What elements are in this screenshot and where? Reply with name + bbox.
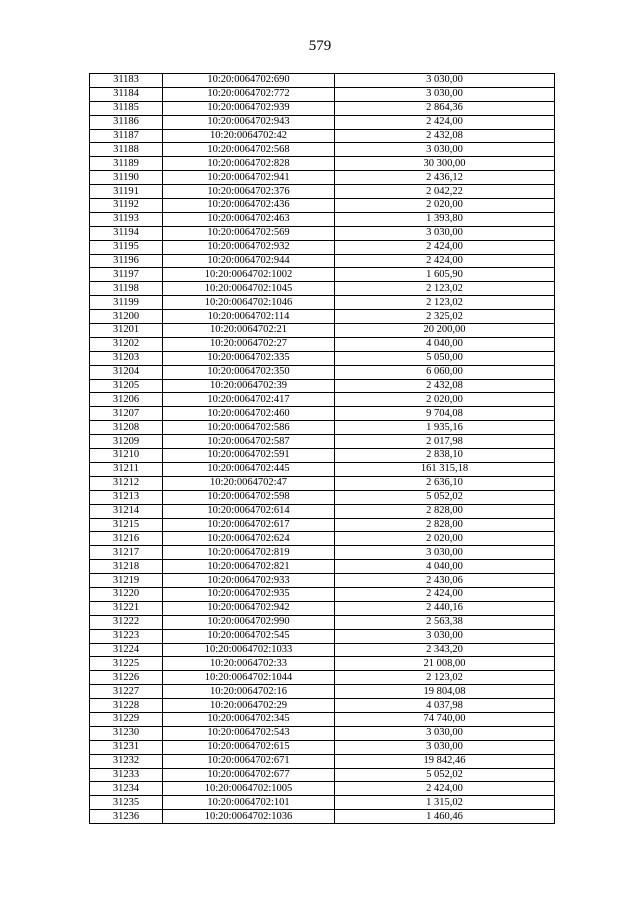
amount-cell: 9 704,08 [335,407,555,421]
cadastral-number-cell: 10:20:0064702:614 [163,504,335,518]
cadastral-number-cell: 10:20:0064702:624 [163,532,335,546]
amount-cell: 2 838,10 [335,449,555,463]
amount-cell: 2 123,02 [335,671,555,685]
row-number-cell: 31222 [90,615,163,629]
amount-cell: 2 325,02 [335,310,555,324]
amount-cell: 2 563,38 [335,615,555,629]
cadastral-number-cell: 10:20:0064702:345 [163,712,335,726]
row-number-cell: 31203 [90,351,163,365]
row-number-cell: 31206 [90,393,163,407]
cadastral-number-cell: 10:20:0064702:335 [163,351,335,365]
cadastral-number-cell: 10:20:0064702:445 [163,462,335,476]
table-row [90,407,555,421]
table-row [90,310,555,324]
table-row [90,629,555,643]
cadastral-number-cell: 10:20:0064702:935 [163,587,335,601]
row-number-cell: 31199 [90,296,163,310]
table-row [90,185,555,199]
page-number: 579 [308,38,332,54]
row-number-cell: 31230 [90,726,163,740]
table-row [90,435,555,449]
cadastral-number-cell: 10:20:0064702:941 [163,171,335,185]
cadastral-number-cell: 10:20:0064702:942 [163,601,335,615]
table-row [90,421,555,435]
cadastral-number-cell: 10:20:0064702:417 [163,393,335,407]
cadastral-number-cell: 10:20:0064702:1045 [163,282,335,296]
amount-cell: 2 424,00 [335,240,555,254]
row-number-cell: 31204 [90,365,163,379]
cadastral-number-cell: 10:20:0064702:545 [163,629,335,643]
cadastral-number-cell: 10:20:0064702:436 [163,199,335,213]
amount-cell: 1 393,80 [335,212,555,226]
row-number-cell: 31224 [90,643,163,657]
cadastral-number-cell: 10:20:0064702:943 [163,115,335,129]
table-row [90,254,555,268]
row-number-cell: 31218 [90,560,163,574]
row-number-cell: 31212 [90,476,163,490]
table-row [90,324,555,338]
table-row [90,87,555,101]
row-number-cell: 31186 [90,115,163,129]
cadastral-number-cell: 10:20:0064702:587 [163,435,335,449]
row-number-cell: 31215 [90,518,163,532]
amount-cell: 1 935,16 [335,421,555,435]
row-number-cell: 31187 [90,129,163,143]
row-number-cell: 31211 [90,462,163,476]
row-number-cell: 31197 [90,268,163,282]
table-row [90,740,555,754]
table-row [90,449,555,463]
table-row [90,74,555,88]
amount-cell: 3 030,00 [335,143,555,157]
row-number-cell: 31223 [90,629,163,643]
amount-cell: 2 432,08 [335,129,555,143]
cadastral-number-cell: 10:20:0064702:944 [163,254,335,268]
amount-cell: 4 040,00 [335,560,555,574]
row-number-cell: 31208 [90,421,163,435]
amount-cell: 161 315,18 [335,462,555,476]
row-number-cell: 31185 [90,101,163,115]
amount-cell: 2 123,02 [335,296,555,310]
cadastral-number-cell: 10:20:0064702:21 [163,324,335,338]
amount-cell: 2 424,00 [335,782,555,796]
table-row [90,171,555,185]
amount-cell: 2 828,00 [335,518,555,532]
amount-cell: 20 200,00 [335,324,555,338]
row-number-cell: 31232 [90,754,163,768]
cadastral-number-cell: 10:20:0064702:27 [163,337,335,351]
cadastral-number-cell: 10:20:0064702:939 [163,101,335,115]
row-number-cell: 31213 [90,490,163,504]
cadastral-number-cell: 10:20:0064702:350 [163,365,335,379]
table-row [90,712,555,726]
cadastral-number-cell: 10:20:0064702:1046 [163,296,335,310]
cadastral-number-cell: 10:20:0064702:16 [163,685,335,699]
amount-cell: 5 052,02 [335,490,555,504]
row-number-cell: 31209 [90,435,163,449]
cadastral-number-cell: 10:20:0064702:42 [163,129,335,143]
cadastral-number-cell: 10:20:0064702:568 [163,143,335,157]
amount-cell: 2 432,08 [335,379,555,393]
cadastral-number-cell: 10:20:0064702:1002 [163,268,335,282]
table-row [90,393,555,407]
amount-cell: 3 030,00 [335,546,555,560]
row-number-cell: 31226 [90,671,163,685]
registry-table-body [90,74,555,824]
row-number-cell: 31210 [90,449,163,463]
amount-cell: 2 436,12 [335,171,555,185]
amount-cell: 2 424,00 [335,115,555,129]
row-number-cell: 31233 [90,768,163,782]
cadastral-number-cell: 10:20:0064702:586 [163,421,335,435]
table-row [90,199,555,213]
amount-cell: 3 030,00 [335,226,555,240]
amount-cell: 2 020,00 [335,199,555,213]
table-row [90,657,555,671]
table-row [90,796,555,810]
row-number-cell: 31221 [90,601,163,615]
amount-cell: 2 424,00 [335,587,555,601]
row-number-cell: 31228 [90,699,163,713]
cadastral-number-cell: 10:20:0064702:1044 [163,671,335,685]
row-number-cell: 31227 [90,685,163,699]
amount-cell: 2 828,00 [335,504,555,518]
row-number-cell: 31225 [90,657,163,671]
cadastral-number-cell: 10:20:0064702:821 [163,560,335,574]
amount-cell: 6 060,00 [335,365,555,379]
cadastral-number-cell: 10:20:0064702:376 [163,185,335,199]
cadastral-number-cell: 10:20:0064702:33 [163,657,335,671]
amount-cell: 2 020,00 [335,532,555,546]
amount-cell: 2 123,02 [335,282,555,296]
amount-cell: 5 052,02 [335,768,555,782]
amount-cell: 3 030,00 [335,74,555,88]
table-row [90,699,555,713]
amount-cell: 4 037,98 [335,699,555,713]
cadastral-number-cell: 10:20:0064702:828 [163,157,335,171]
cadastral-number-cell: 10:20:0064702:29 [163,699,335,713]
table-row [90,504,555,518]
row-number-cell: 31216 [90,532,163,546]
amount-cell: 21 008,00 [335,657,555,671]
row-number-cell: 31192 [90,199,163,213]
amount-cell: 3 030,00 [335,87,555,101]
cadastral-number-cell: 10:20:0064702:543 [163,726,335,740]
cadastral-number-cell: 10:20:0064702:39 [163,379,335,393]
table-row [90,282,555,296]
amount-cell: 2 020,00 [335,393,555,407]
cadastral-number-cell: 10:20:0064702:933 [163,574,335,588]
cadastral-number-cell: 10:20:0064702:101 [163,796,335,810]
table-row [90,726,555,740]
table-row [90,268,555,282]
cadastral-number-cell: 10:20:0064702:932 [163,240,335,254]
table-row [90,782,555,796]
amount-cell: 4 040,00 [335,337,555,351]
table-row [90,518,555,532]
row-number-cell: 31184 [90,87,163,101]
row-number-cell: 31202 [90,337,163,351]
amount-cell: 2 430,06 [335,574,555,588]
amount-cell: 30 300,00 [335,157,555,171]
row-number-cell: 31217 [90,546,163,560]
row-number-cell: 31205 [90,379,163,393]
table-row [90,587,555,601]
amount-cell: 2 636,10 [335,476,555,490]
table-row [90,157,555,171]
row-number-cell: 31214 [90,504,163,518]
table-row [90,476,555,490]
row-number-cell: 31190 [90,171,163,185]
amount-cell: 2 343,20 [335,643,555,657]
cadastral-number-cell: 10:20:0064702:690 [163,74,335,88]
cadastral-number-cell: 10:20:0064702:1036 [163,810,335,824]
row-number-cell: 31234 [90,782,163,796]
amount-cell: 2 042,22 [335,185,555,199]
amount-cell: 1 315,02 [335,796,555,810]
row-number-cell: 31220 [90,587,163,601]
table-row [90,643,555,657]
table-row [90,296,555,310]
cadastral-number-cell: 10:20:0064702:114 [163,310,335,324]
table-row [90,532,555,546]
table-row [90,143,555,157]
amount-cell: 1 460,46 [335,810,555,824]
cadastral-number-cell: 10:20:0064702:460 [163,407,335,421]
table-row [90,226,555,240]
amount-cell: 2 017,98 [335,435,555,449]
amount-cell: 5 050,00 [335,351,555,365]
cadastral-number-cell: 10:20:0064702:819 [163,546,335,560]
table-row [90,490,555,504]
cadastral-number-cell: 10:20:0064702:617 [163,518,335,532]
table-row [90,601,555,615]
table-row [90,351,555,365]
table-row [90,462,555,476]
row-number-cell: 31195 [90,240,163,254]
amount-cell: 2 864,36 [335,101,555,115]
table-row [90,810,555,824]
row-number-cell: 31196 [90,254,163,268]
table-row [90,129,555,143]
row-number-cell: 31207 [90,407,163,421]
table-row [90,337,555,351]
row-number-cell: 31229 [90,712,163,726]
cadastral-number-cell: 10:20:0064702:990 [163,615,335,629]
table-row [90,768,555,782]
cadastral-number-cell: 10:20:0064702:677 [163,768,335,782]
amount-cell: 3 030,00 [335,629,555,643]
amount-cell: 1 605,90 [335,268,555,282]
amount-cell: 19 842,46 [335,754,555,768]
row-number-cell: 31188 [90,143,163,157]
table-row [90,365,555,379]
row-number-cell: 31191 [90,185,163,199]
table-row [90,212,555,226]
cadastral-number-cell: 10:20:0064702:47 [163,476,335,490]
table-row [90,615,555,629]
table-row [90,560,555,574]
row-number-cell: 31201 [90,324,163,338]
cadastral-number-cell: 10:20:0064702:615 [163,740,335,754]
cadastral-number-cell: 10:20:0064702:671 [163,754,335,768]
row-number-cell: 31183 [90,74,163,88]
cadastral-number-cell: 10:20:0064702:1033 [163,643,335,657]
table-row [90,240,555,254]
row-number-cell: 31236 [90,810,163,824]
row-number-cell: 31200 [90,310,163,324]
row-number-cell: 31219 [90,574,163,588]
table-row [90,685,555,699]
cadastral-number-cell: 10:20:0064702:569 [163,226,335,240]
row-number-cell: 31235 [90,796,163,810]
table-row [90,101,555,115]
table-row [90,379,555,393]
cadastral-number-cell: 10:20:0064702:772 [163,87,335,101]
row-number-cell: 31198 [90,282,163,296]
registry-table [89,73,555,824]
table-row [90,546,555,560]
cadastral-number-cell: 10:20:0064702:598 [163,490,335,504]
table-row [90,671,555,685]
amount-cell: 19 804,08 [335,685,555,699]
table-row [90,574,555,588]
cadastral-number-cell: 10:20:0064702:591 [163,449,335,463]
row-number-cell: 31231 [90,740,163,754]
amount-cell: 3 030,00 [335,740,555,754]
cadastral-number-cell: 10:20:0064702:1005 [163,782,335,796]
row-number-cell: 31189 [90,157,163,171]
table-row [90,754,555,768]
amount-cell: 3 030,00 [335,726,555,740]
table-row [90,115,555,129]
row-number-cell: 31194 [90,226,163,240]
cadastral-number-cell: 10:20:0064702:463 [163,212,335,226]
amount-cell: 2 440,16 [335,601,555,615]
amount-cell: 2 424,00 [335,254,555,268]
amount-cell: 74 740,00 [335,712,555,726]
row-number-cell: 31193 [90,212,163,226]
